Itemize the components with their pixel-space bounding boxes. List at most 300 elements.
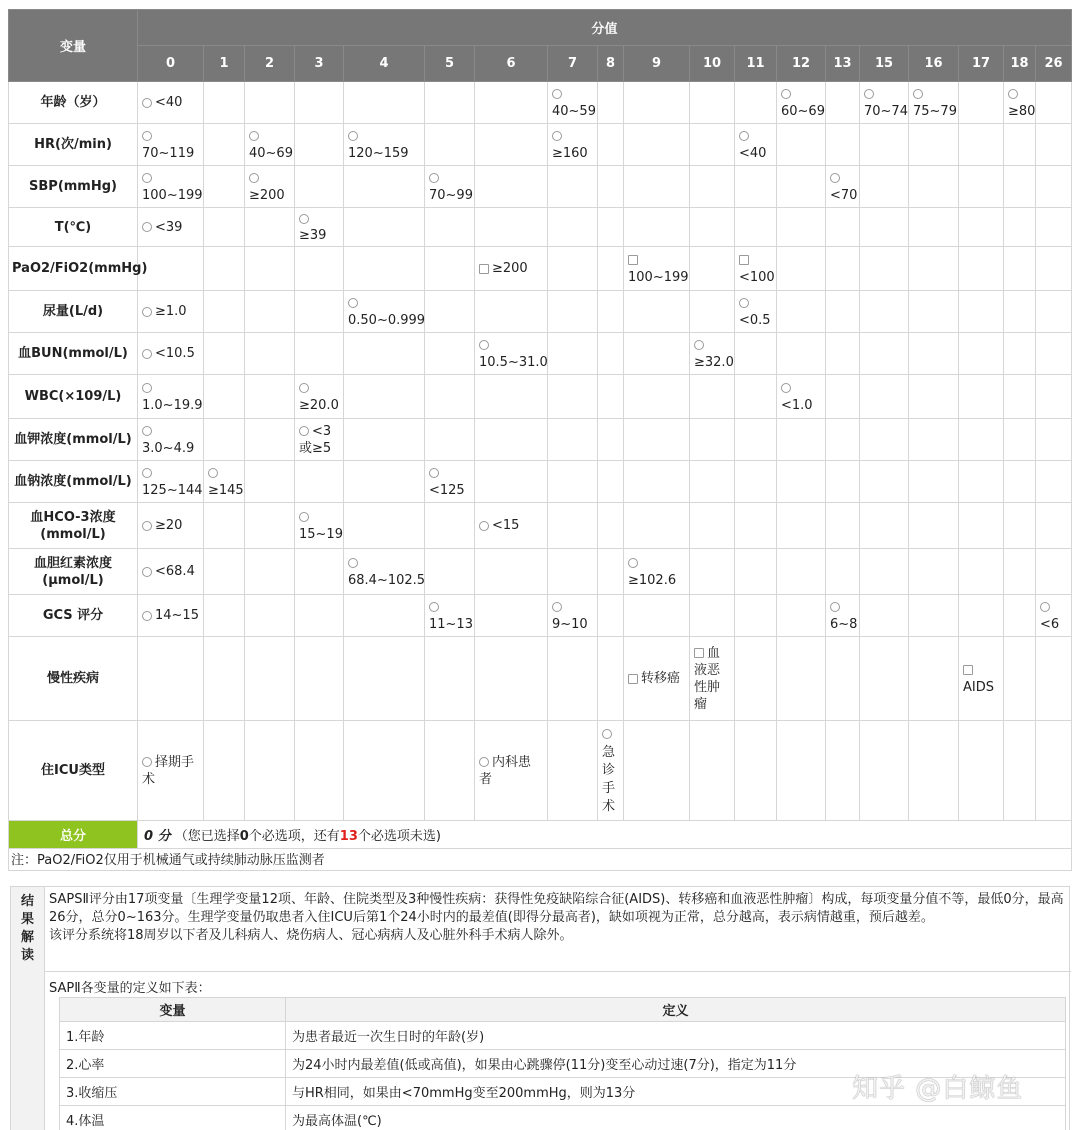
empty-cell xyxy=(909,333,959,375)
option-label: 60~69 xyxy=(781,103,825,119)
empty-cell xyxy=(909,291,959,333)
empty-cell xyxy=(690,549,735,595)
option-checkbox[interactable] xyxy=(694,645,730,713)
empty-cell xyxy=(909,461,959,503)
empty-cell xyxy=(860,208,909,247)
definition-variable: 1.年龄 xyxy=(60,1022,286,1050)
empty-cell xyxy=(598,503,624,549)
points-column-17: 17 xyxy=(959,46,1004,82)
score-option-cell xyxy=(138,503,204,549)
empty-cell xyxy=(425,333,475,375)
empty-cell xyxy=(624,721,690,821)
option-radio[interactable] xyxy=(479,337,548,371)
empty-cell xyxy=(735,503,777,549)
option-radio[interactable] xyxy=(739,295,772,329)
option-radio[interactable] xyxy=(142,303,187,320)
option-radio[interactable] xyxy=(694,337,734,371)
variable-label: T(℃) xyxy=(9,208,138,247)
option-label: 70~74 xyxy=(864,103,908,119)
option-label: ≥20.0 xyxy=(299,397,339,413)
empty-cell xyxy=(690,503,735,549)
empty-cell xyxy=(735,82,777,124)
option-label: <125 xyxy=(429,482,465,498)
radio-icon[interactable] xyxy=(913,89,923,99)
option-label: <3或≥5 xyxy=(299,423,332,456)
empty-cell xyxy=(344,503,425,549)
radio-icon[interactable] xyxy=(142,567,152,577)
score-option-cell xyxy=(826,595,860,637)
option-radio[interactable] xyxy=(830,599,857,633)
radio-icon[interactable] xyxy=(208,468,218,478)
score-option-cell xyxy=(598,721,624,821)
empty-cell xyxy=(959,208,1004,247)
radio-icon[interactable] xyxy=(479,757,489,767)
empty-cell xyxy=(909,124,959,166)
empty-cell xyxy=(735,721,777,821)
radio-icon[interactable] xyxy=(739,298,749,308)
option-label: 择期手术 xyxy=(142,754,195,787)
empty-cell xyxy=(245,503,295,549)
empty-cell xyxy=(425,549,475,595)
definition-text: 为患者最近一次生日时的年龄(岁) xyxy=(286,1022,1066,1050)
radio-icon[interactable] xyxy=(781,89,791,99)
score-row xyxy=(9,721,1072,821)
score-row xyxy=(9,333,1072,375)
radio-icon[interactable] xyxy=(552,131,562,141)
score-option-cell xyxy=(344,549,425,595)
option-radio[interactable] xyxy=(1040,599,1067,633)
empty-cell xyxy=(425,82,475,124)
option-radio[interactable] xyxy=(348,555,425,589)
score-option-cell xyxy=(344,291,425,333)
empty-cell xyxy=(860,595,909,637)
option-label: 6~8 xyxy=(830,616,858,632)
radio-icon[interactable] xyxy=(348,558,358,568)
radio-icon[interactable] xyxy=(299,383,309,393)
option-radio[interactable] xyxy=(299,509,343,543)
empty-cell xyxy=(204,721,245,821)
def-header-variable: 变量 xyxy=(60,998,286,1022)
option-label: ≥80 xyxy=(1008,103,1036,119)
radio-icon[interactable] xyxy=(142,757,152,767)
radio-icon[interactable] xyxy=(299,214,309,224)
radio-icon[interactable] xyxy=(429,173,439,183)
total-score: 0 分 xyxy=(144,829,171,844)
empty-cell xyxy=(777,208,826,247)
option-label: ≥145 xyxy=(208,482,244,498)
option-radio[interactable] xyxy=(552,599,593,633)
empty-cell xyxy=(598,637,624,721)
empty-cell xyxy=(548,247,598,291)
interpretation-paragraph-2: 该评分系统将18周岁以下者及儿科病人、烧伤病人、冠心病病人及心脏外科手术病人除外。 xyxy=(49,928,573,943)
radio-icon[interactable] xyxy=(739,131,749,141)
interpretation-text xyxy=(49,891,1065,945)
option-label: 3.0~4.9 xyxy=(142,440,195,456)
empty-cell xyxy=(138,247,204,291)
option-radio[interactable] xyxy=(1008,86,1035,120)
score-row xyxy=(9,503,1072,549)
radio-icon[interactable] xyxy=(142,349,152,359)
definition-row xyxy=(60,1106,1066,1130)
empty-cell xyxy=(777,291,826,333)
empty-cell xyxy=(860,637,909,721)
radio-icon[interactable] xyxy=(781,383,791,393)
empty-cell xyxy=(777,721,826,821)
radio-icon[interactable] xyxy=(299,512,309,522)
definition-text: 与HR相同，如果由<70mmHg变至200mmHg，则为13分 xyxy=(286,1078,1066,1106)
empty-cell xyxy=(959,419,1004,461)
option-label: <100 xyxy=(739,269,775,285)
points-column-11: 11 xyxy=(735,46,777,82)
empty-cell xyxy=(295,637,344,721)
empty-cell xyxy=(959,82,1004,124)
empty-cell xyxy=(959,124,1004,166)
empty-cell xyxy=(860,124,909,166)
empty-cell xyxy=(860,503,909,549)
option-label: 68.4~102.5 xyxy=(348,572,426,588)
empty-cell xyxy=(344,247,425,291)
points-column-8: 8 xyxy=(598,46,624,82)
radio-icon[interactable] xyxy=(830,173,840,183)
score-row xyxy=(9,247,1072,291)
empty-cell xyxy=(1036,333,1072,375)
empty-cell xyxy=(735,549,777,595)
variable-label: 血HCO-3浓度(mmol/L) xyxy=(9,503,138,549)
remaining-count: 13 xyxy=(339,829,358,844)
option-label: 内科患者 xyxy=(479,754,532,787)
empty-cell xyxy=(690,375,735,419)
empty-cell xyxy=(777,595,826,637)
score-option-cell xyxy=(690,333,735,375)
empty-cell xyxy=(138,637,204,721)
option-radio[interactable] xyxy=(299,210,339,244)
variable-label: 慢性疾病 xyxy=(9,637,138,721)
definition-variable: 3.收缩压 xyxy=(60,1078,286,1106)
empty-cell xyxy=(690,461,735,503)
empty-cell xyxy=(475,549,548,595)
option-label: <6 xyxy=(1040,616,1060,632)
radio-icon[interactable] xyxy=(479,521,489,531)
empty-cell xyxy=(909,375,959,419)
option-checkbox[interactable] xyxy=(963,662,999,696)
empty-cell xyxy=(1004,549,1036,595)
radio-icon[interactable] xyxy=(142,611,152,621)
radio-icon[interactable] xyxy=(348,131,358,141)
radio-icon[interactable] xyxy=(1040,602,1050,612)
empty-cell xyxy=(826,82,860,124)
empty-cell xyxy=(909,595,959,637)
empty-cell xyxy=(475,595,548,637)
radio-icon[interactable] xyxy=(142,383,152,393)
option-checkbox[interactable] xyxy=(739,252,775,286)
definition-row xyxy=(60,1022,1066,1050)
variable-label: 血BUN(mmol/L) xyxy=(9,333,138,375)
checkbox-icon[interactable] xyxy=(963,665,973,675)
empty-cell xyxy=(777,124,826,166)
empty-cell xyxy=(909,721,959,821)
empty-cell xyxy=(735,166,777,208)
checkbox-icon[interactable] xyxy=(628,674,638,684)
score-row xyxy=(9,124,1072,166)
total-label: 总分 xyxy=(9,821,138,849)
option-radio[interactable] xyxy=(739,128,772,162)
empty-cell xyxy=(1004,375,1036,419)
empty-cell xyxy=(548,503,598,549)
radio-icon[interactable] xyxy=(628,558,638,568)
option-radio[interactable] xyxy=(429,465,470,499)
option-radio[interactable] xyxy=(479,517,519,534)
radio-icon[interactable] xyxy=(479,340,489,350)
option-radio[interactable] xyxy=(429,170,473,204)
radio-icon[interactable] xyxy=(830,602,840,612)
score-option-cell xyxy=(548,124,598,166)
empty-cell xyxy=(204,82,245,124)
empty-cell xyxy=(598,124,624,166)
score-row xyxy=(9,549,1072,595)
variable-label: 血钠浓度(mmol/L) xyxy=(9,461,138,503)
empty-cell xyxy=(1036,247,1072,291)
option-radio[interactable] xyxy=(781,86,825,120)
option-checkbox[interactable] xyxy=(628,670,680,687)
empty-cell xyxy=(1036,637,1072,721)
empty-cell xyxy=(344,595,425,637)
option-radio[interactable] xyxy=(142,345,195,362)
points-column-6: 6 xyxy=(475,46,548,82)
radio-icon[interactable] xyxy=(142,222,152,232)
option-radio[interactable] xyxy=(830,170,857,204)
empty-cell xyxy=(826,461,860,503)
score-option-cell xyxy=(909,82,959,124)
empty-cell xyxy=(344,82,425,124)
option-checkbox[interactable] xyxy=(479,260,528,277)
option-radio[interactable] xyxy=(552,86,596,120)
score-option-cell xyxy=(138,549,204,595)
option-radio[interactable] xyxy=(628,555,685,589)
empty-cell xyxy=(598,166,624,208)
radio-icon[interactable] xyxy=(142,468,152,478)
empty-cell xyxy=(909,503,959,549)
empty-cell xyxy=(777,419,826,461)
radio-icon[interactable] xyxy=(602,729,612,739)
option-radio[interactable] xyxy=(348,295,425,329)
empty-cell xyxy=(735,419,777,461)
option-radio[interactable] xyxy=(249,170,290,204)
radio-icon[interactable] xyxy=(142,521,152,531)
empty-cell xyxy=(344,208,425,247)
option-radio[interactable] xyxy=(864,86,908,120)
score-option-cell xyxy=(138,333,204,375)
empty-cell xyxy=(598,208,624,247)
definitions-table xyxy=(59,997,1066,1130)
definition-text: 为24小时内最差值(低或高值)，如果由心跳骤停(11分)变至心动过速(7分)，指定为11分 xyxy=(286,1050,1066,1078)
empty-cell xyxy=(1004,637,1036,721)
option-radio[interactable] xyxy=(142,94,182,111)
option-radio[interactable] xyxy=(602,726,614,816)
empty-cell xyxy=(475,461,548,503)
option-label: <68.4 xyxy=(155,564,195,579)
radio-icon[interactable] xyxy=(299,426,309,436)
checkbox-icon[interactable] xyxy=(628,255,638,265)
empty-cell xyxy=(295,461,344,503)
option-radio[interactable] xyxy=(781,380,821,414)
empty-cell xyxy=(1004,419,1036,461)
option-radio[interactable] xyxy=(142,517,182,534)
option-radio[interactable] xyxy=(429,599,473,633)
score-option-cell xyxy=(548,82,598,124)
empty-cell xyxy=(1036,166,1072,208)
option-checkbox[interactable] xyxy=(628,252,689,286)
empty-cell xyxy=(548,375,598,419)
option-radio[interactable] xyxy=(552,128,593,162)
score-option-cell xyxy=(295,375,344,419)
option-radio[interactable] xyxy=(299,380,339,414)
points-column-13: 13 xyxy=(826,46,860,82)
option-radio[interactable] xyxy=(142,607,199,624)
empty-cell xyxy=(548,333,598,375)
option-radio[interactable] xyxy=(142,128,199,162)
score-option-cell xyxy=(295,419,344,461)
empty-cell xyxy=(624,333,690,375)
empty-cell xyxy=(690,166,735,208)
empty-cell xyxy=(344,419,425,461)
option-radio[interactable] xyxy=(142,563,195,580)
option-label: ≥160 xyxy=(552,145,588,161)
option-radio[interactable] xyxy=(348,128,420,162)
option-radio[interactable] xyxy=(142,465,203,499)
score-option-cell xyxy=(425,166,475,208)
empty-cell xyxy=(425,208,475,247)
empty-cell xyxy=(959,247,1004,291)
empty-cell xyxy=(425,247,475,291)
empty-cell xyxy=(475,166,548,208)
empty-cell xyxy=(245,291,295,333)
points-column-10: 10 xyxy=(690,46,735,82)
empty-cell xyxy=(475,82,548,124)
radio-icon[interactable] xyxy=(142,426,152,436)
empty-cell xyxy=(425,291,475,333)
option-label: 11~13 xyxy=(429,616,473,632)
radio-icon[interactable] xyxy=(249,131,259,141)
radio-icon[interactable] xyxy=(249,173,259,183)
empty-cell xyxy=(735,461,777,503)
option-label: <70 xyxy=(830,187,858,203)
option-label: 100~199 xyxy=(628,269,689,285)
empty-cell xyxy=(777,166,826,208)
radio-icon[interactable] xyxy=(429,602,439,612)
option-label: ≥102.6 xyxy=(628,572,677,588)
empty-cell xyxy=(860,291,909,333)
empty-cell xyxy=(548,549,598,595)
score-option-cell xyxy=(295,503,344,549)
empty-cell xyxy=(826,503,860,549)
empty-cell xyxy=(624,208,690,247)
option-radio[interactable] xyxy=(299,423,339,457)
checkbox-icon[interactable] xyxy=(739,255,749,265)
score-option-cell xyxy=(959,637,1004,721)
radio-icon[interactable] xyxy=(142,307,152,317)
empty-cell xyxy=(245,549,295,595)
radio-icon[interactable] xyxy=(864,89,874,99)
score-option-cell xyxy=(735,247,777,291)
empty-cell xyxy=(1004,461,1036,503)
option-radio[interactable] xyxy=(249,128,293,162)
points-column-4: 4 xyxy=(344,46,425,82)
score-option-cell xyxy=(624,549,690,595)
empty-cell xyxy=(295,549,344,595)
option-radio[interactable] xyxy=(142,380,203,414)
radio-icon[interactable] xyxy=(1008,89,1018,99)
empty-cell xyxy=(959,461,1004,503)
empty-cell xyxy=(624,375,690,419)
watermark: 知乎 @白鲸鱼 xyxy=(852,1074,1024,1104)
checkbox-icon[interactable] xyxy=(479,264,489,274)
empty-cell xyxy=(425,375,475,419)
points-column-7: 7 xyxy=(548,46,598,82)
score-option-cell xyxy=(777,82,826,124)
interpretation-paragraph-1: SAPSⅡ评分由17项变量〔生理学变量12项、年龄、住院类型及3种慢性疾病：获得性免疫缺陷综合征(AIDS)、转移癌和血液恶性肿瘤〕构成，每项变量分值不等，最低0分，最高26分，总分0~163分。生理学变量仍取患者入住ICU后第1个24小时内的最差值(即得分最高者)，缺如项视为正常，总分越高，表示病情越重，预后越差。 xyxy=(49,892,1064,925)
empty-cell xyxy=(344,333,425,375)
score-option-cell xyxy=(204,461,245,503)
score-option-cell xyxy=(245,166,295,208)
option-label: <40 xyxy=(155,95,183,110)
option-radio[interactable] xyxy=(142,423,199,457)
option-label: 血液恶性肿瘤 xyxy=(694,645,721,712)
radio-icon[interactable] xyxy=(552,602,562,612)
score-row xyxy=(9,461,1072,503)
score-option-cell xyxy=(624,637,690,721)
option-label: <1.0 xyxy=(781,397,813,413)
empty-cell xyxy=(690,247,735,291)
radio-icon[interactable] xyxy=(348,298,358,308)
radio-icon[interactable] xyxy=(142,131,152,141)
option-label: 14~15 xyxy=(155,608,199,623)
empty-cell xyxy=(909,208,959,247)
checkbox-icon[interactable] xyxy=(694,648,704,658)
option-radio[interactable] xyxy=(208,465,244,499)
option-radio[interactable] xyxy=(142,170,203,204)
score-option-cell xyxy=(138,291,204,333)
variable-label: PaO2/FiO2(mmHg) xyxy=(9,247,138,291)
score-option-cell xyxy=(1004,82,1036,124)
option-label: <10.5 xyxy=(155,346,195,361)
radio-icon[interactable] xyxy=(142,173,152,183)
empty-cell xyxy=(624,461,690,503)
empty-cell xyxy=(548,166,598,208)
score-option-cell xyxy=(245,124,295,166)
radio-icon[interactable] xyxy=(142,98,152,108)
radio-icon[interactable] xyxy=(552,89,562,99)
option-radio[interactable] xyxy=(142,754,199,788)
option-label: <40 xyxy=(739,145,767,161)
option-radio[interactable] xyxy=(913,86,957,120)
option-radio[interactable] xyxy=(142,219,182,236)
empty-cell xyxy=(245,82,295,124)
empty-cell xyxy=(826,247,860,291)
empty-cell xyxy=(204,419,245,461)
empty-cell xyxy=(690,721,735,821)
option-label: 40~59 xyxy=(552,103,596,119)
empty-cell xyxy=(1036,375,1072,419)
option-radio[interactable] xyxy=(479,754,543,788)
score-option-cell xyxy=(735,124,777,166)
saps-score-table xyxy=(8,9,1072,849)
option-label: 15~19 xyxy=(299,526,343,542)
empty-cell xyxy=(690,82,735,124)
radio-icon[interactable] xyxy=(694,340,704,350)
radio-icon[interactable] xyxy=(429,468,439,478)
empty-cell xyxy=(624,166,690,208)
empty-cell xyxy=(826,375,860,419)
